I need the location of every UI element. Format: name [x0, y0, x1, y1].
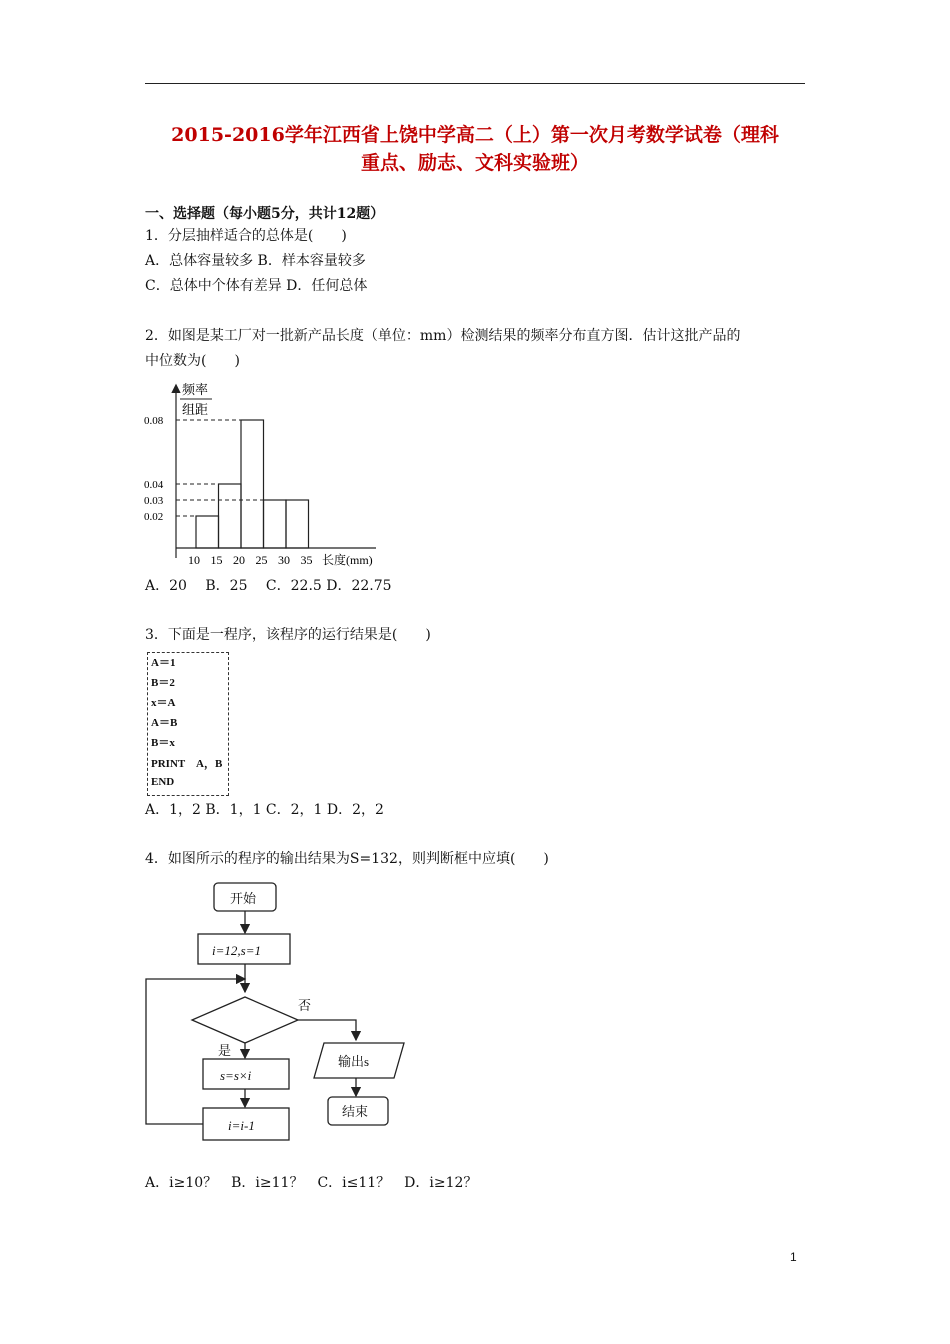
- flow-no-label: 否: [298, 998, 312, 1013]
- flow-init-label: i=12,s=1: [212, 943, 261, 958]
- flow-end-label: 结束: [342, 1104, 369, 1119]
- program-line: END: [151, 776, 175, 788]
- flow-yes-label: 是: [218, 1043, 232, 1058]
- q4-options: A．i≥10？ B．i≥11？ C．i≤11？ D．i≥12？: [145, 1175, 478, 1191]
- y-label-bottom: 组距: [182, 402, 209, 417]
- program-line: x＝A: [151, 697, 176, 709]
- q1-stem: 1．分层抽样适合的总体是( ): [145, 228, 347, 244]
- flow-decision-node: [192, 997, 298, 1043]
- histogram-bar: [264, 500, 287, 548]
- program-line: B＝2: [151, 677, 175, 689]
- page-number: 1: [790, 1250, 797, 1264]
- q1-options-ab: A．总体容量较多 B．样本容量较多: [145, 253, 366, 269]
- q1-options-cd: C．总体中个体有差异 D．任何总体: [145, 278, 368, 294]
- histogram-chart: [140, 378, 400, 573]
- y-tick-label: 0.08: [144, 415, 164, 427]
- flow-output-label: 输出s: [338, 1054, 370, 1069]
- x-tick-label: 25: [255, 553, 268, 567]
- histogram-bar: [196, 516, 219, 548]
- x-tick-label: 15: [210, 553, 223, 567]
- y-label-top: 频率: [182, 382, 209, 397]
- q2-options: A．20 B．25 C．22.5 D．22.75: [145, 578, 392, 594]
- histogram-bar: [219, 484, 242, 548]
- flow-step2-label: i=i-1: [228, 1118, 255, 1133]
- header-rule: [145, 83, 805, 84]
- x-tick-label: 30: [278, 553, 290, 567]
- q3-stem: 3．下面是一程序，该程序的运行结果是( ): [145, 627, 431, 643]
- x-axis-label: 长度(mm): [322, 553, 373, 567]
- histogram-bar: [286, 500, 309, 548]
- q4-stem: 4．如图所示的程序的输出结果为S=132，则判断框中应填( ): [145, 851, 549, 867]
- program-line: B＝x: [151, 737, 175, 749]
- program-line: PRINT A，B: [151, 758, 223, 770]
- doc-title-line-1: 2015-2016学年江西省上饶中学高二（上）第一次月考数学试卷（理科: [171, 124, 779, 146]
- program-line: A＝B: [151, 717, 178, 729]
- y-tick-label: 0.02: [144, 511, 164, 523]
- doc-title-line-2: 重点、励志、文科实验班）: [360, 152, 589, 174]
- program-box: [147, 652, 229, 796]
- program-line: A＝1: [151, 657, 176, 669]
- y-tick-label: 0.04: [144, 479, 164, 491]
- q2-stem-line-1: 2．如图是某工厂对一批新产品长度（单位：mm）检测结果的频率分布直方图．估计这批产品的: [145, 328, 741, 344]
- flowchart: [140, 878, 420, 1163]
- section-heading: 一、选择题（每小题5分，共计12题）: [145, 206, 385, 222]
- y-tick-label: 0.03: [144, 495, 164, 507]
- x-tick-label: 35: [300, 553, 313, 567]
- q2-stem-line-2: 中位数为( ): [145, 353, 240, 369]
- x-tick-label: 20: [233, 553, 245, 567]
- q3-options: A．1，2 B．1，1 C．2，1 D．2，2: [145, 802, 384, 818]
- x-tick-label: 10: [188, 553, 200, 567]
- histogram-bar: [241, 420, 264, 548]
- flow-step1-label: s=s×i: [220, 1068, 252, 1083]
- flow-start-label: 开始: [230, 891, 257, 906]
